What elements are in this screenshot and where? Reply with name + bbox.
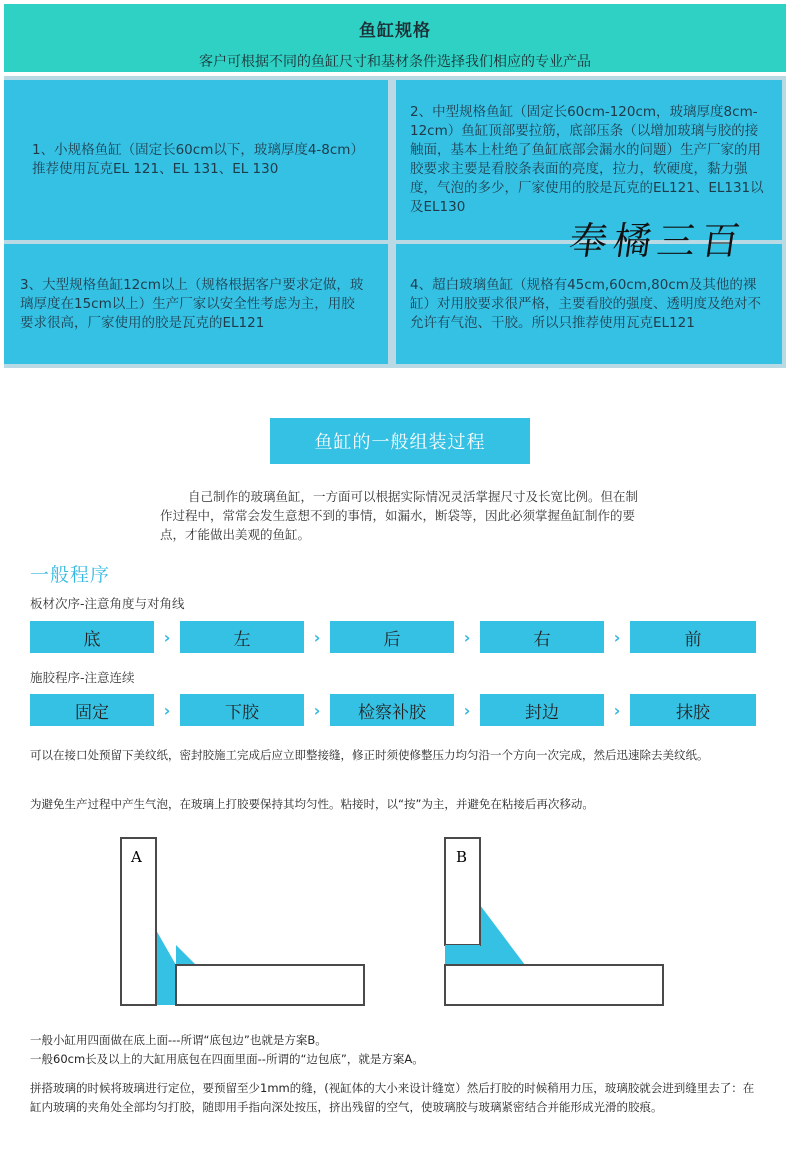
- glue-step: 下胶: [180, 694, 304, 726]
- diagram-a-label: A: [131, 848, 142, 866]
- spec-cell-medium: 2、中型规格鱼缸（固定长60cm-120cm，玻璃厚度8cm-12cm）鱼缸顶部要拉筋，底部压条（以增加玻璃与胶的接触面，基本上杜绝了鱼缸底部会漏水的问题）生产厂家的用胶要求主要是看胶条表面的亮度，拉力，软硬度，黏力强度，气泡的多少，厂家使用的胶是瓦克的EL121、EL131以及EL130: [396, 80, 782, 240]
- assembly-intro: 自己制作的玻璃鱼缸，一方面可以根据实际情况灵活掌握尺寸及长宽比例。但在制作过程中，常常会发生意想不到的事情，如漏水，断袋等，因此必须掌握鱼缸制作的要点，才能做出美观的鱼缸。: [160, 489, 639, 542]
- chevron-right-icon: ›: [463, 700, 471, 720]
- glue-step: 固定: [30, 694, 154, 726]
- glue-step: 抹胶: [630, 694, 756, 726]
- glue-steps: [30, 694, 756, 726]
- chevron-right-icon: ›: [613, 627, 621, 647]
- chevron-right-icon: ›: [163, 627, 171, 647]
- chevron-right-icon: ›: [463, 627, 471, 647]
- scheme-note-line2: 一般60cm长及以上的大缸用底包在四面里面--所谓的“边包底”，就是方案A。: [30, 1052, 424, 1066]
- diagram-a-bottom: [176, 965, 364, 1005]
- board-step: 底: [30, 621, 154, 653]
- diagram-b-glue: [480, 905, 525, 965]
- positioning-note: 拼搭玻璃的时候将玻璃进行定位，要预留至少1mm的缝，(视缸体的大小来设计缝宽）然后打胶的时候稍用力压，玻璃胶就会进到缝里去了：在缸内玻璃的夹角处全部均匀打胶，随即用手指向深处按压，挤出残留的空气，使玻璃胶与玻璃紧密结合并能形成光滑的胶痕。: [30, 1081, 755, 1114]
- glue-step: 封边: [480, 694, 604, 726]
- spec-header: [4, 4, 786, 72]
- board-order-label: 板材次序-注意角度与对角线: [30, 596, 185, 611]
- assembly-title: 鱼缸的一般组装过程: [270, 418, 530, 464]
- chevron-right-icon: ›: [313, 700, 321, 720]
- chevron-right-icon: ›: [613, 700, 621, 720]
- diagram-b-wall-base: [445, 945, 480, 965]
- chevron-right-icon: ›: [163, 700, 171, 720]
- watermark-signature: 奉橘三百: [566, 219, 749, 263]
- diagram-b-bottom: [445, 965, 663, 1005]
- procedure-title: 一般程序: [30, 564, 111, 586]
- scheme-note: [30, 1031, 760, 1069]
- chevron-right-icon: ›: [313, 627, 321, 647]
- spec-title: 鱼缸规格: [359, 21, 431, 41]
- seam-tape-note: 可以在接口处预留下美纹纸，密封胶施工完成后应立即整接缝，修正时须使修整压力均匀沿一个方向一次完成，然后迅速除去美纹纸。: [30, 748, 709, 762]
- board-step: 前: [630, 621, 756, 653]
- diagram-b-label: B: [456, 848, 468, 866]
- bubble-note: 为避免生产过程中产生气泡，在玻璃上打胶要保持其均匀性。粘接时，以“按”为主，并避免在粘接后再次移动。: [30, 797, 594, 811]
- spec-cell-large: 3、大型规格鱼缸12cm以上（规格根据客户要求定做，玻璃厚度在15cm以上）生产厂家以安全性考虑为主，用胶要求很高，厂家使用的胶是瓦克的EL121: [4, 244, 388, 364]
- board-step: 后: [330, 621, 454, 653]
- spec-cell-small: 1、小规格鱼缸（固定长60cm以下，玻璃厚度4-8cm）推荐使用瓦克EL 121、EL 131、EL 130: [4, 80, 388, 240]
- joint-diagrams: [0, 830, 790, 1030]
- diagram-b: [445, 838, 663, 1005]
- board-step: 右: [480, 621, 604, 653]
- diagram-a: [121, 838, 364, 1005]
- board-step: 左: [180, 621, 304, 653]
- spec-cell-ultra-clear: 4、超白玻璃鱼缸（规格有45cm,60cm,80cm及其他的裸缸）对用胶要求很严格，主要看胶的强度、透明度及绝对不允许有气泡、干胶。所以只推荐使用瓦克EL121: [396, 244, 782, 364]
- diagram-a-glue: [156, 930, 176, 1005]
- diagram-a-glue-fillet: [176, 945, 196, 965]
- spec-subtitle: 客户可根据不同的鱼缸尺寸和基材条件选择我们相应的专业产品: [199, 54, 591, 70]
- scheme-note-line1: 一般小缸用四面做在底上面---所谓“底包边”也就是方案B。: [30, 1033, 327, 1047]
- glue-order-label: 施胶程序-注意连续: [30, 670, 135, 685]
- glue-step: 检察补胶: [330, 694, 454, 726]
- board-steps: [30, 621, 756, 653]
